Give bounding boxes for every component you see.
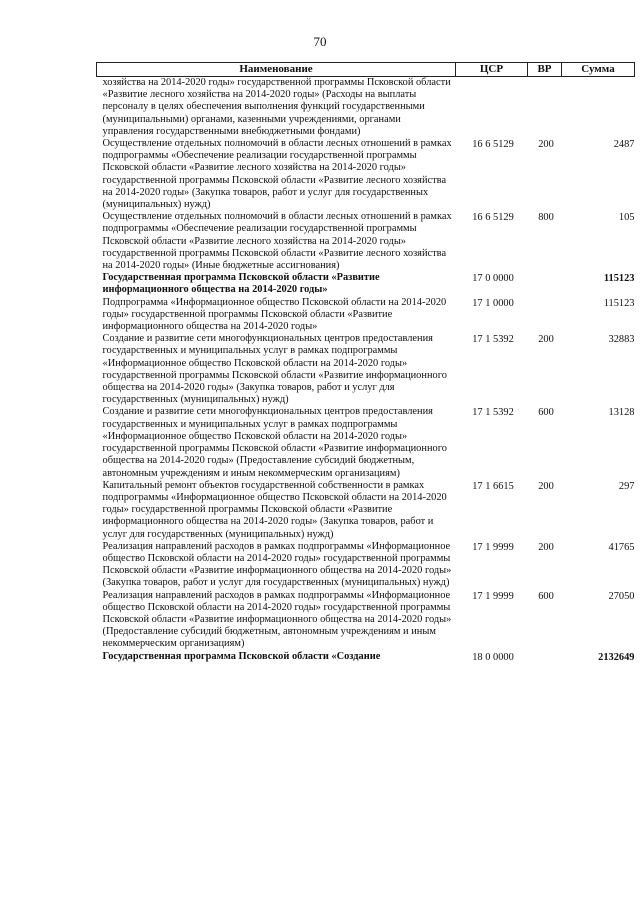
row-csr: 17 1 5392 (472, 407, 514, 419)
row-csr: 17 1 6615 (472, 480, 514, 492)
header-name: Наименование (97, 63, 456, 77)
row-vr: 800 (538, 212, 554, 224)
table-row (97, 651, 635, 664)
row-vr: 200 (538, 541, 554, 553)
row-csr: 17 1 9999 (472, 590, 514, 602)
row-csr: 16 6 5129 (472, 139, 514, 151)
row-sum: 105 (618, 212, 635, 224)
table-row (97, 333, 635, 406)
row-name: Капитальный ремонт объектов государственной собственности в рамках подпрограммы «Информационное общество Псковской области на 2014-2020 годы» государственной программы Псковской области «Развитие информационного общества на 2014-2020 годы» (Закупка товаров, работ и услуг для государственных (муниципальных) нужд) (102, 479, 447, 540)
row-name: Подпрограмма «Информационное общество Псковской области на 2014-2020 годы» государственной программы Псковской области «Развитие информационного общества на 2014-2020 годы» (102, 296, 447, 333)
row-name: Государственная программа Псковской области «Развитие информационного общества на 2014-2020 годы» (102, 272, 380, 296)
row-vr: 600 (538, 407, 554, 419)
row-name: Государственная программа Псковской области «Создание (102, 650, 381, 662)
table-row (97, 590, 635, 651)
row-vr: 200 (538, 480, 554, 492)
table-row (97, 406, 635, 479)
header-sum: Сумма (562, 63, 635, 77)
row-sum: 2132649 (598, 651, 635, 663)
row-sum: 32883 (608, 334, 635, 346)
row-name: Реализация направлений расходов в рамках подпрограммы «Информационное общество Псковской области на 2014-2020 годы» государственной программы Псковской области «Развитие информационного общества на 2014-2020 годы» (Предоставление субсидий бюджетным, автономным учреждениям и иным некоммерческим организациям) (102, 589, 452, 650)
row-sum: 2487 (613, 139, 635, 151)
table-body (97, 77, 635, 664)
row-sum: 13128 (608, 407, 635, 419)
row-name: Создание и развитие сети многофункциональных центров предоставления государственных и муниципальных услуг в рамках подпрограммы «Информационное общество Псковской области на 2014-2020 годы» государственной программы Псковской области «Развитие информационного общества на 2014-2020 годы» (Предоставление субсидий бюджетным, автономным учреждениям и иным некоммерческим организациям) (102, 406, 447, 479)
row-csr: 18 0 0000 (472, 651, 514, 663)
row-vr (528, 297, 562, 334)
row-csr (456, 77, 528, 139)
header-vr: ВР (528, 63, 562, 77)
table-row (97, 272, 635, 296)
row-sum: 297 (618, 480, 635, 492)
row-csr: 17 1 5392 (472, 334, 514, 346)
row-vr: 200 (538, 334, 554, 346)
row-csr: 17 1 0000 (472, 297, 514, 309)
row-sum (562, 77, 635, 139)
header-csr: ЦСР (456, 63, 528, 77)
table-row (97, 211, 635, 272)
table-row (97, 77, 635, 139)
row-sum: 115123 (603, 273, 635, 285)
table-row (97, 480, 635, 541)
table-header (97, 63, 635, 77)
row-name: Создание и развитие сети многофункциональных центров предоставления государственных и муниципальных услуг в рамках подпрограммы «Информационное общество Псковской области на 2014-2020 годы» государственной программы Псковской области «Развитие информационного общества на 2014-2020 годы» (Закупка товаров, работ и услуг для государственных (муниципальных) нужд) (102, 333, 447, 406)
row-vr (528, 272, 562, 296)
row-vr: 200 (538, 139, 554, 151)
table-row (97, 297, 635, 334)
row-vr (528, 77, 562, 139)
row-name: Осуществление отдельных полномочий в области лесных отношений в рамках подпрограммы «Обеспечение реализации государственной программы Псковской области «Развитие лесного хозяйства на 2014-2020 годы» государственной программы Псковской области «Развитие лесного хозяйства на 2014-2020 годы» (Иные бюджетные ассигнования) (102, 211, 452, 272)
header-row (97, 63, 635, 77)
row-csr: 16 6 5129 (472, 212, 514, 224)
row-sum: 41765 (608, 541, 635, 553)
row-vr: 600 (538, 590, 554, 602)
table-row (97, 138, 635, 211)
row-name: хозяйства на 2014-2020 годы» государственной программы Псковской области «Развитие лесного хозяйства на 2014-2020 годы» (Расходы на выплаты персоналу в целях обеспечения выполнения функций государственными (муниципальными) органами, казенными учреждениями, органами управления государственными внебюджетными фондами) (102, 77, 451, 137)
row-sum: 27050 (608, 590, 635, 602)
table-row (97, 541, 635, 590)
budget-table (96, 62, 635, 664)
row-name: Осуществление отдельных полномочий в области лесных отношений в рамках подпрограммы «Обеспечение реализации государственной программы Псковской области «Развитие лесного хозяйства на 2014-2020 годы» государственной программы Псковской области «Развитие лесного хозяйства на 2014-2020 годы» (Закупка товаров, работ и услуг для государственных (муниципальных) нужд) (102, 138, 452, 211)
row-vr (528, 651, 562, 664)
row-name: Реализация направлений расходов в рамках подпрограммы «Информационное общество Псковской области на 2014-2020 годы» государственной программы Псковской области «Развитие информационного общества на 2014-2020 годы» (Закупка товаров, работ и услуг для государственных (муниципальных) нужд) (102, 540, 452, 589)
row-csr: 17 0 0000 (472, 273, 514, 285)
page-number: 70 (313, 34, 327, 49)
row-csr: 17 1 9999 (472, 541, 514, 553)
row-sum: 115123 (603, 297, 635, 309)
